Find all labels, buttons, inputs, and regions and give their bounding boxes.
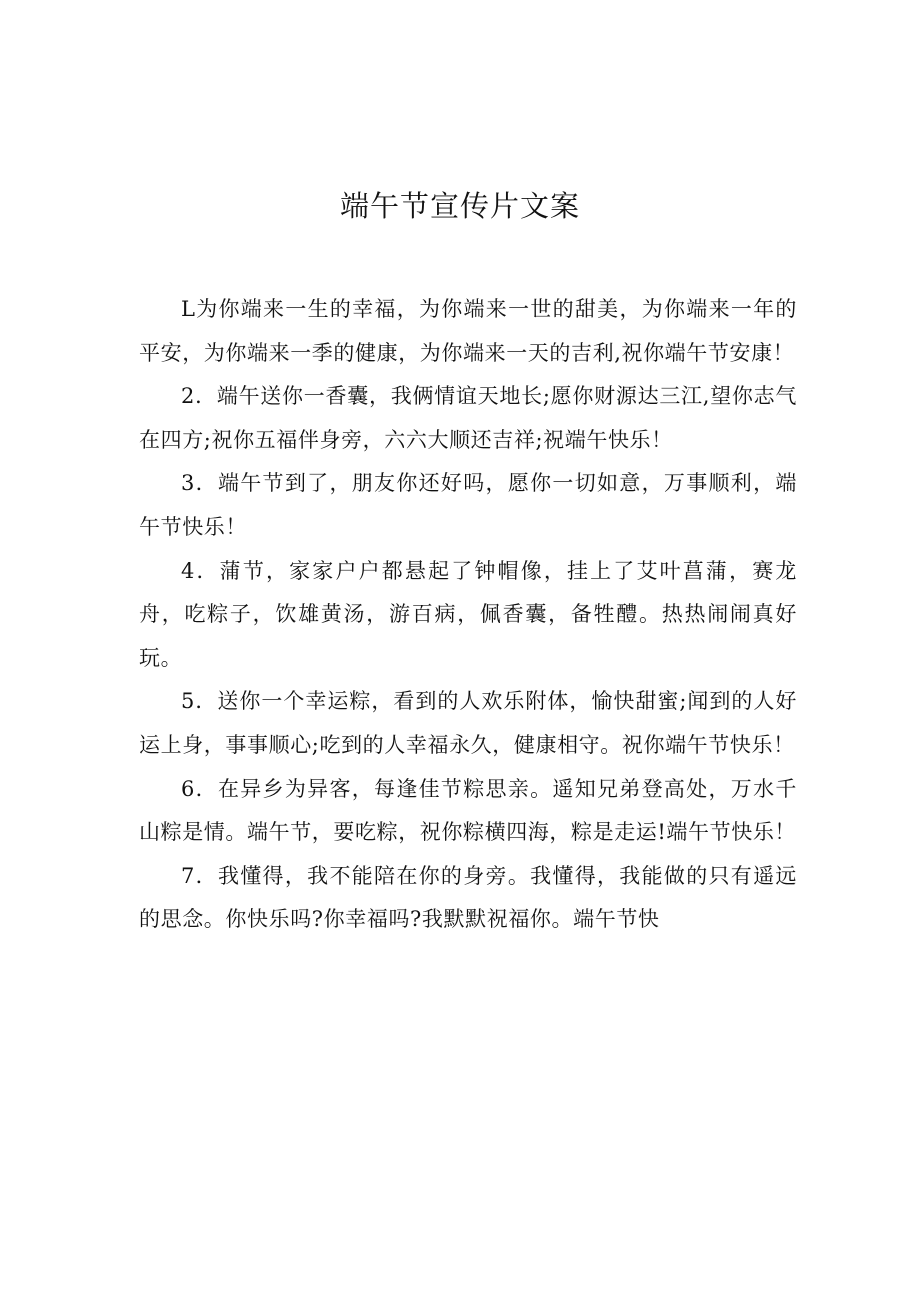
paragraph-2: 2．端午送你一香囊，我俩情谊天地长;愿你财源达三江,望你志气在四方;祝你五福伴身旁，六六大顺还吉祥;祝端午快乐！ [139,384,797,452]
paragraph-6: 6．在异乡为异客，每逢佳节粽思亲。遥知兄弟登高处，万水千山粽是情。端午节，要吃粽，祝你粽横四海，粽是走运!端午节快乐！ [139,776,797,845]
paragraph-7: 7．我懂得，我不能陪在你的身旁。我懂得，我能做的只有遥远的思念。你快乐吗?你幸福吗?我默默祝福你。端午节快 [139,863,797,932]
paragraph-3: 3．端午节到了，朋友你还好吗，愿你一切如意，万事顺利，端午节快乐！ [139,471,797,539]
paragraph-1: L为你端来一生的幸福，为你端来一世的甜美，为你端来一年的平安，为你端来一季的健康，为你端来一天的吉利,祝你端午节安康！ [139,297,797,365]
document-body [139,288,797,942]
paragraph-4: 4．蒲节，家家户户都悬起了钟帽像，挂上了艾叶菖蒲，赛龙舟，吃粽子，饮雄黄汤，游百病，佩香囊，备牲醴。热热闹闹真好玩。 [139,558,797,670]
page-title: 端午节宣传片文案 [339,189,580,223]
paragraph-5: 5．送你一个幸运粽，看到的人欢乐附体，愉快甜蜜;闻到的人好运上身，事事顺心;吃到的人幸福永久，健康相守。祝你端午节快乐！ [139,689,797,757]
